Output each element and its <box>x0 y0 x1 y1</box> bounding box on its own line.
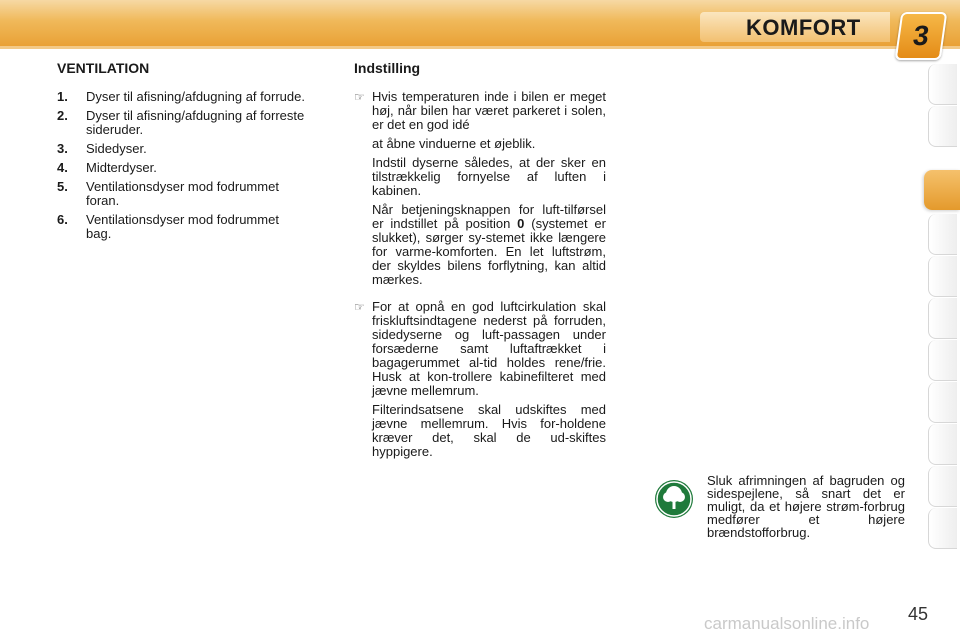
chapter-tab[interactable] <box>928 340 957 381</box>
chapter-tab-active[interactable] <box>924 170 960 210</box>
paragraph: at åbne vinduerne et øjeblik. <box>372 136 536 151</box>
pointing-hand-icon: ☞ <box>354 300 365 314</box>
list-number: 6. <box>57 212 68 227</box>
position-zero: 0 <box>517 216 525 231</box>
chapter-tab[interactable] <box>928 64 957 105</box>
watermark: carmanualsonline.info <box>704 614 870 633</box>
chapter-tab[interactable] <box>928 256 957 297</box>
list-text: Ventilationsdyser mod fodrummet bag. <box>86 212 279 241</box>
adjustment-heading: Indstilling <box>354 60 421 76</box>
chapter-tab[interactable] <box>928 382 957 423</box>
bullet-block <box>354 300 606 464</box>
bullet-paragraphs <box>372 90 606 292</box>
ventilation-section <box>57 60 307 246</box>
ventilation-heading: VENTILATION <box>57 60 150 76</box>
chapter-tab[interactable] <box>928 214 957 255</box>
chapter-badge: 3 <box>895 12 948 60</box>
list-number: 5. <box>57 179 68 194</box>
list-item <box>57 109 307 137</box>
paragraph-text: (systemet er slukket), sørger sy-stemet ikke længere for varme-komforten. En let luftstrøm, der skyldes bilens forflytning, kan altid mærkes. <box>372 216 606 287</box>
chapter-tab[interactable] <box>928 424 957 465</box>
list-text: Sidedyser. <box>86 141 147 156</box>
list-text: Dyser til afisning/afdugning af forreste sideruder. <box>86 108 305 137</box>
eco-note-text: Sluk afrimningen af bagruden og sidespejlene, så snart det er muligt, da et højere strøm-forbrug medfører et højere brændstofforbrug. <box>707 473 905 540</box>
chapter-tab[interactable] <box>928 508 957 549</box>
list-number: 4. <box>57 160 68 175</box>
page-number: 45 <box>908 604 929 624</box>
list-text: Dyser til afisning/afdugning af forrude. <box>86 89 305 104</box>
paragraph: For at opnå en god luftcirkulation skal friskluftsindtagene nederst på forruden, sidedyserne og luft-passagen under forsæderne samt luftaftrækket i bagagerummet al-tid holdes rene/frie. Husk at kon-trollere kabinefilteret med jævne mellemrum. <box>372 299 606 398</box>
chapter-tab[interactable] <box>928 298 957 339</box>
list-text: Ventilationsdyser mod fodrummet foran. <box>86 179 279 208</box>
list-item <box>57 90 307 104</box>
paragraph <box>372 203 606 287</box>
chapter-tab[interactable] <box>928 106 957 147</box>
tree-icon <box>655 480 693 518</box>
paragraph: Indstil dyserne således, at der sker en tilstrækkelig fornyelse af luften i kabinen. <box>372 155 606 198</box>
list-item <box>57 161 307 175</box>
bullet-block <box>354 90 606 292</box>
page-title: KOMFORT <box>746 15 861 40</box>
list-number: 1. <box>57 89 68 104</box>
list-number: 2. <box>57 108 68 123</box>
paragraph: Hvis temperaturen inde i bilen er meget høj, når bilen har været parkeret i solen, er det en god idé <box>372 89 606 132</box>
list-item <box>57 142 307 156</box>
chapter-tab[interactable] <box>928 466 957 507</box>
list-item <box>57 180 307 208</box>
pointing-hand-icon: ☞ <box>354 90 365 104</box>
list-item <box>57 213 307 241</box>
list-text: Midterdyser. <box>86 160 157 175</box>
adjustment-section <box>354 60 606 472</box>
eco-note <box>655 474 905 539</box>
chapter-tabs <box>928 64 960 576</box>
bullet-paragraphs <box>372 300 606 464</box>
paragraph: Filterindsatsene skal udskiftes med jævne mellemrum. Hvis for-holdene kræver det, skal de ud-skiftes hyppigere. <box>372 402 606 459</box>
header-line <box>0 46 960 49</box>
list-number: 3. <box>57 141 68 156</box>
paragraph-text: Når betjeningsknappen for luft-tilførsel er indstillet på position <box>372 202 606 231</box>
